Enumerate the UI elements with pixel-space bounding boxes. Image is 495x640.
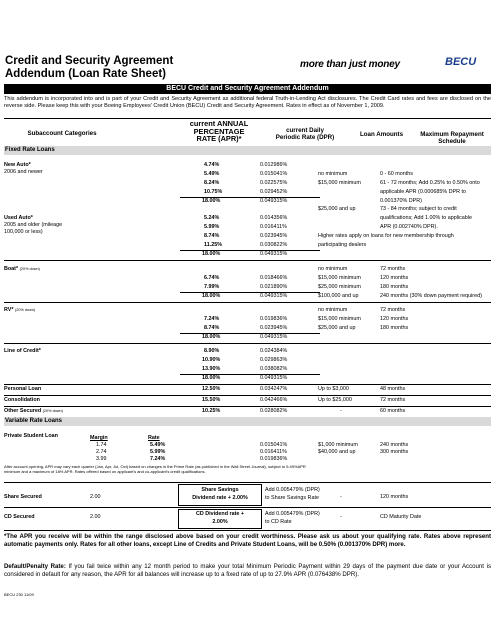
rv-label: RV* (20% down) <box>4 307 36 313</box>
becu-logo: BECU <box>445 56 477 68</box>
loc-apr-3: 18.00% <box>202 375 221 381</box>
rule <box>4 406 491 407</box>
banner: BECU Credit and Security Agreement Addendum <box>4 84 491 94</box>
header-apr: current ANNUAL PERCENTAGE RATE (APR)* <box>189 119 249 144</box>
used-auto-extra-2: Higher rates apply on loans for new membership through <box>318 233 454 239</box>
used-auto-sub-2: 100,000 or less) <box>4 229 43 235</box>
rule <box>4 482 491 483</box>
used-auto-apr-3: 11.25% <box>204 242 222 248</box>
boat-amount-1: $15,000 minimum <box>318 275 361 281</box>
page-title <box>5 55 173 81</box>
new-auto-label: New Auto* <box>4 162 31 168</box>
rv-apr-0: 7.24% <box>204 316 220 322</box>
personal-loan-dpr: 0.034247% <box>260 386 288 392</box>
rv-amount-2: $25,000 and up <box>318 325 356 331</box>
share-secured-value: 2.00 <box>90 494 101 500</box>
rv-amount-1: $15,000 minimum <box>318 316 361 322</box>
rv-apr-2: 18.00% <box>202 334 221 340</box>
loc-label: Line of Credit* <box>4 348 41 354</box>
rule <box>4 395 491 396</box>
new-auto-dpr-2: 0.022575% <box>260 180 288 186</box>
consolidation-repay: 72 months <box>380 397 406 403</box>
form-code: BECU 230 11/09 <box>4 592 34 597</box>
rv-amount-0: no minimum <box>318 307 348 313</box>
new-auto-repay-2: applicable APR (0.000685% DPR to <box>380 189 467 195</box>
new-auto-dpr-3: 0.029452% <box>260 189 288 195</box>
other-secured-dpr: 0.028082% <box>260 408 288 414</box>
boat-dpr-1: 0.021890% <box>260 284 288 290</box>
share-secured-repay: 120 months <box>380 494 409 500</box>
rv-repay-2: 180 months <box>380 325 409 331</box>
other-secured-apr: 10.25% <box>202 408 221 414</box>
share-secured-dpr-l1: Add 0.005479% (DPR) <box>265 487 320 493</box>
loc-dpr-2: 0.038082% <box>260 366 288 372</box>
used-auto-apr-4: 18.00% <box>202 251 221 257</box>
used-auto-extra-3: participating dealers <box>318 242 367 248</box>
cd-secured-amount: - <box>340 514 342 520</box>
new-auto-amount-0: no minimum <box>318 171 348 177</box>
boat-dpr-2: 0.049315% <box>260 293 288 299</box>
other-secured-repay: 60 months <box>380 408 406 414</box>
loc-dpr-0: 0.024384% <box>260 348 288 354</box>
header-dpr: current Daily Periodic Rate (DPR) <box>275 127 335 142</box>
boat-apr-2: 18.00% <box>202 293 221 299</box>
cd-secured-dpr-l2: to CD Rate <box>265 519 292 525</box>
student-margin-1: 2.74 <box>96 449 107 455</box>
rv-dpr-0: 0.019836% <box>260 316 288 322</box>
loc-dpr-1: 0.029863% <box>260 357 288 363</box>
loc-apr-0: 8.90% <box>204 348 220 354</box>
boat-repay-3: 240 months (30% down payment required) <box>380 293 482 299</box>
new-auto-repay-4: 73 - 84 months; subject to credit <box>380 206 457 212</box>
new-auto-dpr-4: 0.049315% <box>260 198 288 204</box>
boat-repay-2: 180 months <box>380 284 409 290</box>
rule <box>4 507 491 508</box>
new-auto-apr-0: 4.74% <box>204 162 220 168</box>
cd-secured-repay: CD Maturity Date <box>380 514 422 520</box>
new-auto-repay-0: 0 - 60 months <box>380 171 413 177</box>
student-rate-0: 5.49% <box>150 442 166 448</box>
share-secured-label: Share Secured <box>4 494 42 500</box>
title-line-1: Credit and Security Agreement <box>5 55 174 67</box>
cd-secured-apr-l1: CD Dividend rate + <box>195 511 245 517</box>
share-secured-amount: - <box>340 494 342 500</box>
used-auto-dpr-1: 0.016411% <box>260 224 287 230</box>
boat-repay-0: 72 months <box>380 266 406 272</box>
rv-dpr-1: 0.023945% <box>260 325 288 331</box>
consolidation-amount: Up to $25,000 <box>318 397 352 403</box>
rv-repay-0: 72 months <box>380 307 406 313</box>
default-footnote: Default/Penalty Rate: If you fail twice within any 12 month period to make your total Minimum Periodic Payment within 29 days of the payment due date or your Account is considered in default for any reason, the APR for all balances will increase up to a fixed rate of up to 27.9% APR (0.076438% DPR). <box>4 563 491 578</box>
used-auto-extra-1: APR (0.002740% DPR). <box>380 224 438 230</box>
rule <box>4 343 491 344</box>
rule <box>180 374 320 375</box>
intro-paragraph: This addendum is incorporated into and is part of your Credit and Security Agreement as additional federal Truth-in-Lending Act disclosures. The Credit Card rates and fees are disclosed on the reverse side. Please keep this with your Boeing Employees' Credit Union (BECU) Credit and Security Agreement. Rates in effect as of November 1, 2009. <box>4 96 491 110</box>
section-variable-rate: Variable Rate Loans <box>4 417 491 426</box>
rule <box>180 292 320 293</box>
personal-loan-repay: 48 months <box>380 386 406 392</box>
boat-amount-0: no minimum <box>318 266 348 272</box>
rule <box>4 530 491 531</box>
section-fixed-rate: Fixed Rate Loans <box>4 146 491 155</box>
student-dpr-1: 0.016411% <box>260 449 287 455</box>
boat-repay-1: 120 months <box>380 275 409 281</box>
student-amount-1: $40,000 and up <box>318 449 356 455</box>
boat-amount-3: $100,000 and up <box>318 293 359 299</box>
rule <box>180 333 320 334</box>
new-auto-sub: 2006 and newer <box>4 169 43 175</box>
rv-dpr-2: 0.049315% <box>260 334 288 340</box>
personal-loan-label: Personal Loan <box>4 386 42 392</box>
other-secured-label: Other Secured (20% down) <box>4 408 63 414</box>
title-line-2: Addendum (Loan Rate Sheet) <box>5 68 167 80</box>
loc-apr-1: 10.90% <box>202 357 221 363</box>
used-auto-apr-0: 5.24% <box>204 215 220 221</box>
rule <box>4 302 491 303</box>
private-student-label: Private Student Loan <box>4 433 58 439</box>
student-repay-1: 300 months <box>380 449 409 455</box>
rv-apr-1: 8.74% <box>204 325 220 331</box>
consolidation-label: Consolidation <box>4 397 40 403</box>
used-auto-apr-2: 8.74% <box>204 233 220 239</box>
boat-label: Boat* (20% down) <box>4 266 40 272</box>
new-auto-apr-2: 8.24% <box>204 180 220 186</box>
student-amount-0: $1,000 minimum <box>318 442 358 448</box>
slogan-logo: more than just money <box>300 59 400 70</box>
student-repay-0: 240 months <box>380 442 409 448</box>
share-secured-apr-l1: Share Savings <box>201 487 239 493</box>
used-auto-dpr-0: 0.014356% <box>260 215 288 221</box>
new-auto-apr-3: 10.75% <box>204 189 223 195</box>
student-margin-0: 1.74 <box>96 442 107 448</box>
student-rate-2: 7.24% <box>150 456 166 462</box>
student-dpr-2: 0.019836% <box>260 456 288 462</box>
boat-apr-1: 7.99% <box>204 284 220 290</box>
new-auto-dpr-1: 0.015041% <box>260 171 288 177</box>
used-auto-dpr-3: 0.030822% <box>260 242 288 248</box>
header-subaccount: Subaccount Categories <box>27 130 97 137</box>
rate-header: Rate <box>148 435 160 441</box>
loc-apr-2: 13.90% <box>202 366 221 372</box>
rule <box>180 197 320 198</box>
student-dpr-0: 0.015041% <box>260 442 288 448</box>
new-auto-amount-1: $15,000 minimum <box>318 180 361 186</box>
cd-secured-apr-l2: 2.00% <box>212 519 228 525</box>
new-auto-repay-3: 0.001370% DPR) <box>380 198 422 204</box>
rule <box>4 384 491 385</box>
new-auto-amount-2: $25,000 and up <box>318 206 356 212</box>
new-auto-apr-1: 5.49% <box>204 171 220 177</box>
boat-dpr-0: 0.018466% <box>260 275 288 281</box>
used-auto-dpr-2: 0.023945% <box>260 233 288 239</box>
student-rate-1: 5.99% <box>150 449 166 455</box>
student-variable-note: After account opening, APR may vary each quarter (Jan, Apr, Jul, Oct) based on changes in the Prime Rate (as published in the Wall Street Journal), subject to 5.49%APR minimum and a maximum of 18% APR. Rates offered based on applicant's and co-applicant's credit qualifications. <box>4 464 306 474</box>
apr-footnote: *The APR you receive will be within the range disclosed above based on your credit worthiness. Please ask us about your qualifying rate. Rates above represent automatic payments only. Rates for all other loans, except Line of Credits and Private Student Loans, will be 0.50% (0.001370% DPR) more. <box>4 533 491 548</box>
cd-secured-label: CD Secured <box>4 514 35 520</box>
loc-dpr-3: 0.049315% <box>260 375 288 381</box>
rule <box>180 250 320 251</box>
cd-secured-value: 2.00 <box>90 514 101 520</box>
margin-header: Margin <box>90 435 108 441</box>
boat-amount-2: $25,000 minimum <box>318 284 361 290</box>
personal-loan-apr: 12.50% <box>202 386 221 392</box>
consolidation-dpr: 0.042466% <box>260 397 288 403</box>
student-margin-2: 3.99 <box>96 456 107 462</box>
new-auto-apr-4: 18.00% <box>202 198 221 204</box>
new-auto-repay-1: 61 - 72 months; Add 0.25% to 0.50% onto <box>380 180 480 186</box>
used-auto-apr-1: 5.99% <box>204 224 220 230</box>
consolidation-apr: 15.50% <box>202 397 221 403</box>
share-secured-apr-l2: Dividend rate + 2.00% <box>192 495 248 501</box>
header-loan-amounts: Loan Amounts <box>359 131 404 138</box>
used-auto-dpr-4: 0.049315% <box>260 251 288 257</box>
used-auto-label: Used Auto* <box>4 215 33 221</box>
other-secured-amount: - <box>340 408 342 414</box>
used-auto-extra-0: qualifications; Add 1.00% to applicable <box>380 215 473 221</box>
personal-loan-amount: Up to $3,000 <box>318 386 349 392</box>
cd-secured-dpr-l1: Add 0.005479% (DPR) <box>265 511 320 517</box>
boat-apr-0: 6.74% <box>204 275 220 281</box>
share-secured-dpr-l2: to Share Savings Rate <box>265 495 319 501</box>
new-auto-dpr-0: 0.012986% <box>260 162 288 168</box>
rv-repay-1: 120 months <box>380 316 409 322</box>
rule <box>4 260 491 261</box>
used-auto-sub-1: 2005 and older (mileage <box>4 222 63 228</box>
header-max-repayment: Maximum Repayment Schedule <box>420 131 484 146</box>
